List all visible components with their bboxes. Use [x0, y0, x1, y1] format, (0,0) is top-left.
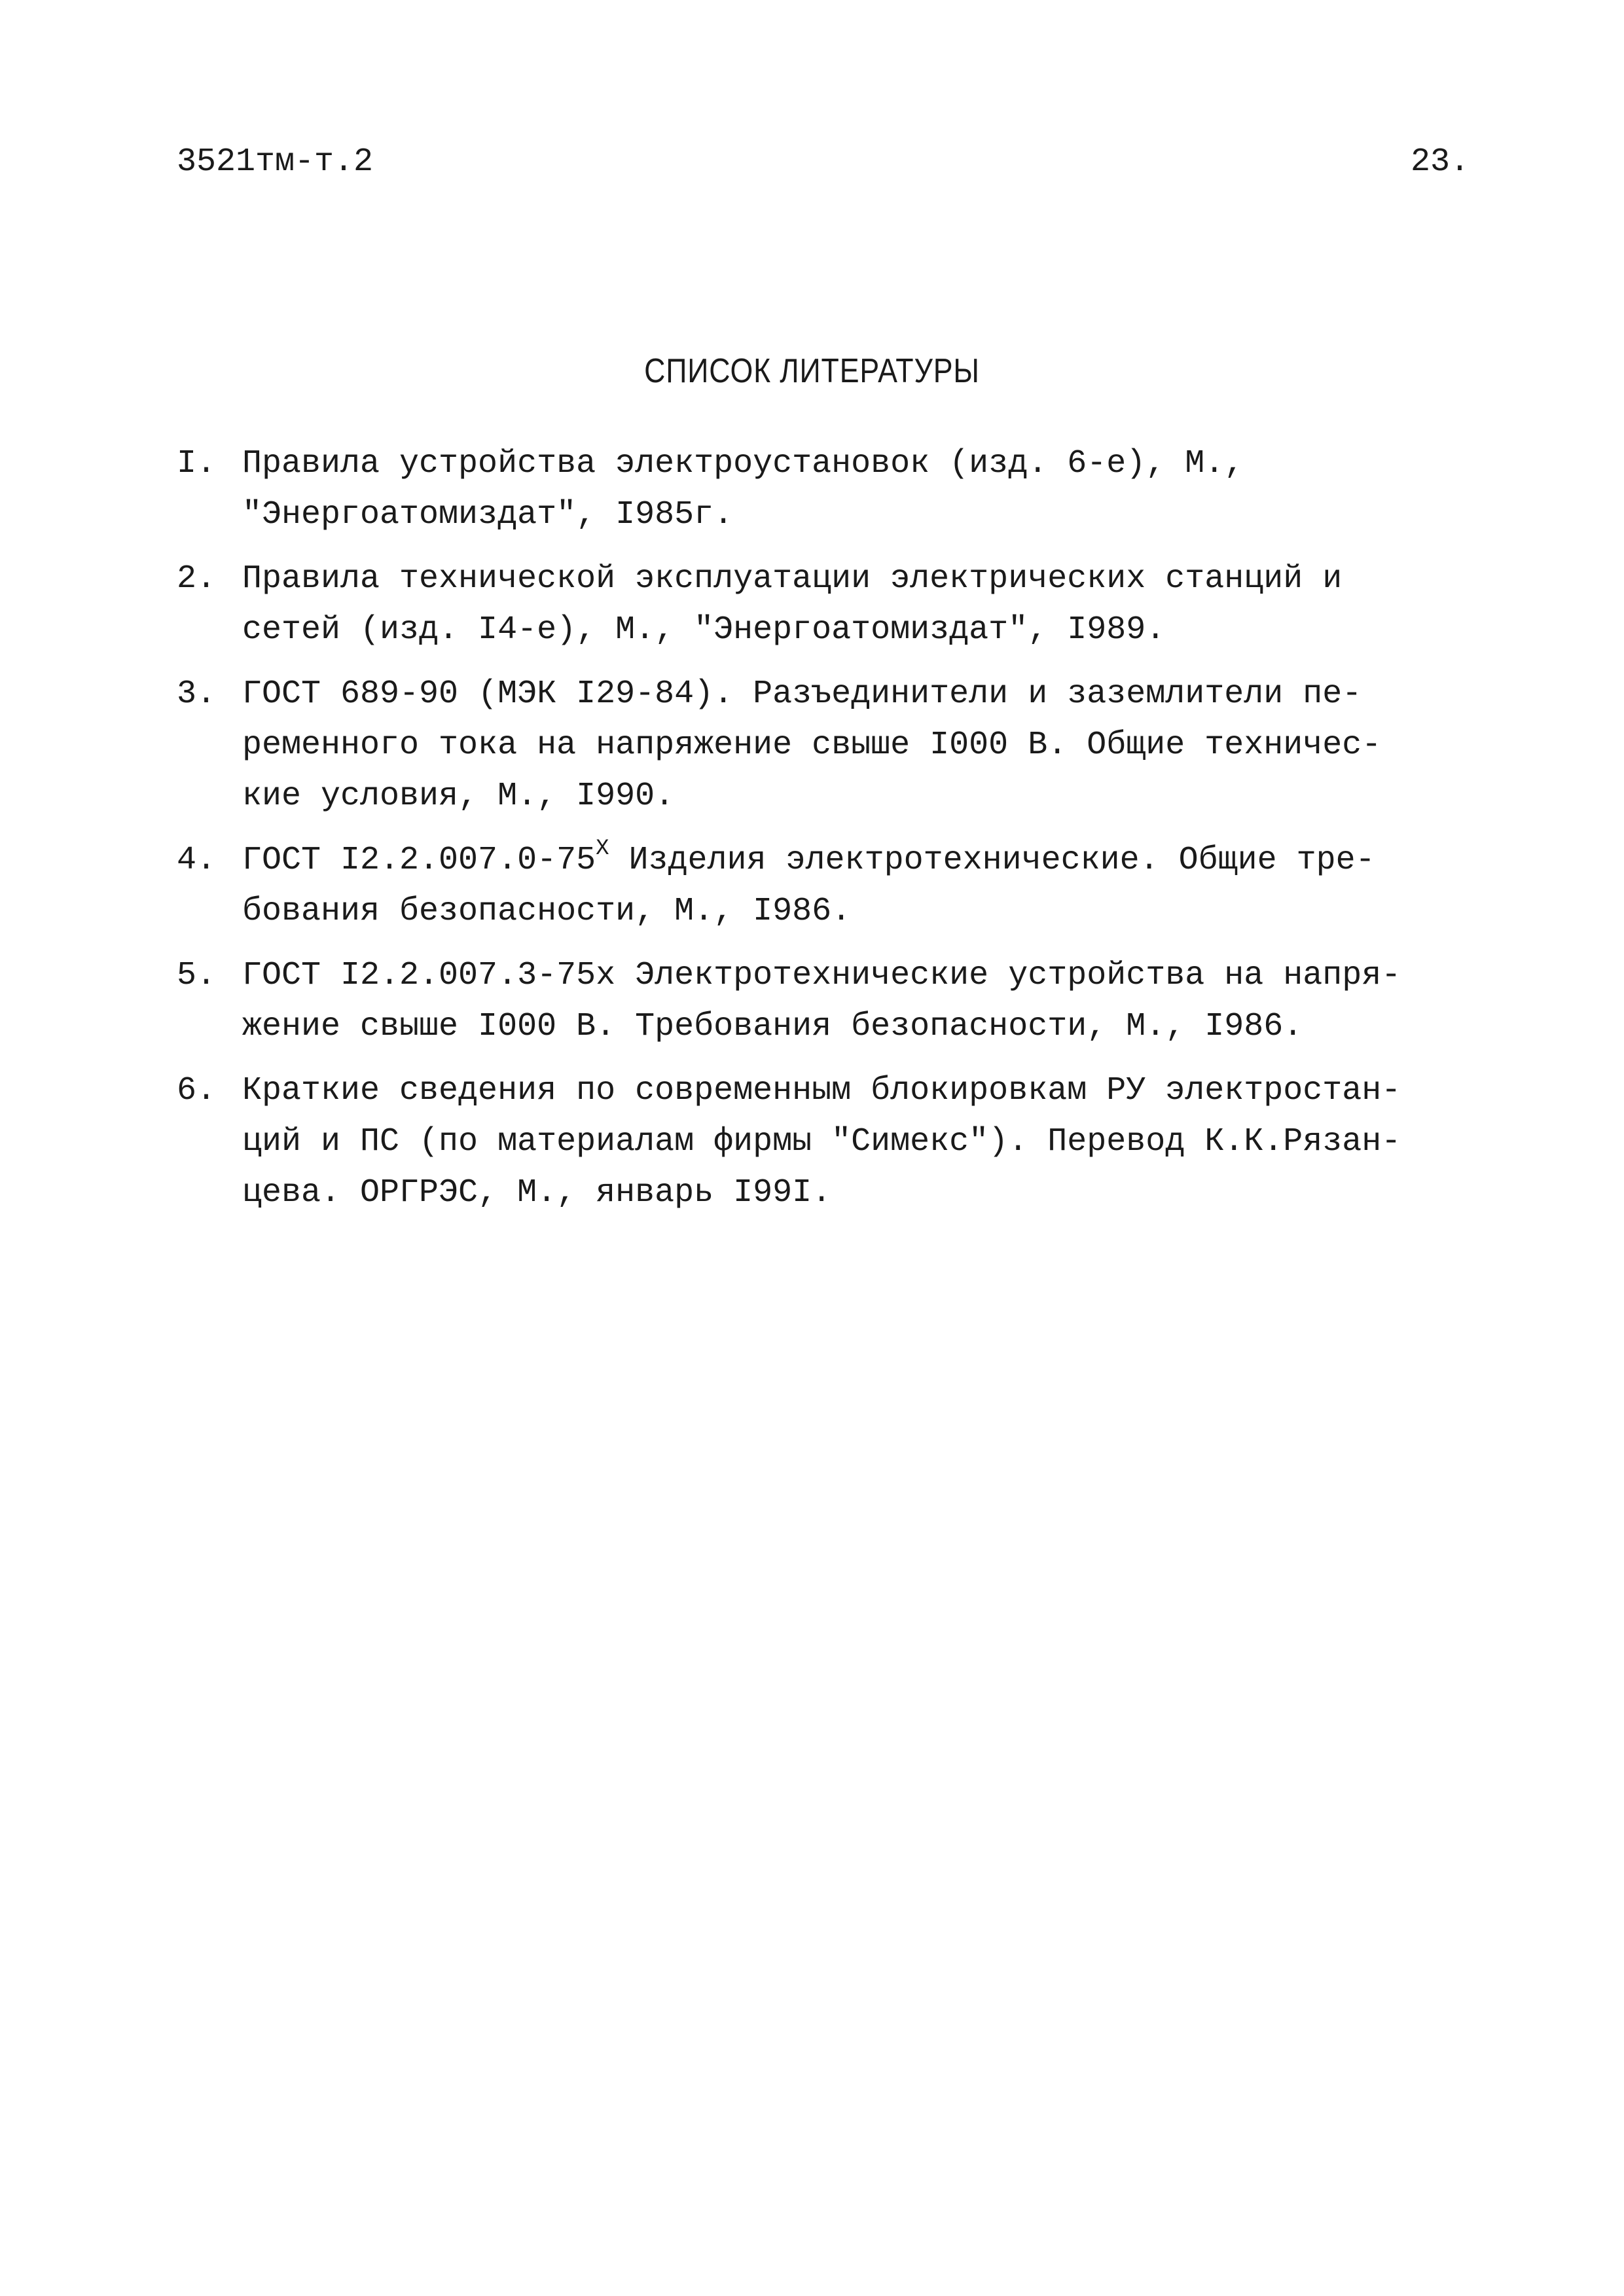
reference-text-line: ременного тока на напряжение свыше I000 В. Общие техничес-	[242, 726, 1382, 764]
reference-text-line: Правила устройства электроустановок (изд. 6-е), М.,	[242, 445, 1244, 482]
reference-number: 3.	[177, 675, 217, 713]
reference-list	[177, 439, 1492, 1232]
reference-number: 4.	[177, 842, 217, 879]
reference-text-line: ций и ПС (по материалам фирмы "Симекс"). Перевод К.К.Рязан-	[242, 1123, 1401, 1160]
reference-number: I.	[177, 445, 217, 482]
reference-text-line: цева. ОРГРЭС, М., январь I99I.	[242, 1174, 832, 1211]
reference-text-line: бования безопасности, М., I986.	[242, 893, 852, 930]
reference-text-line: Краткие сведения по современным блокировкам РУ электростан-	[242, 1072, 1401, 1109]
reference-item-5	[177, 950, 1492, 1052]
superscript-mark: Х	[596, 836, 609, 862]
reference-text-line: ГОСТ 689-90 (МЭК I29-84). Разъединители и заземлители пе-	[242, 675, 1362, 713]
reference-text-line: сетей (изд. I4-е), М., "Энергоатомиздат", I989.	[242, 611, 1166, 649]
reference-item-1	[177, 439, 1492, 541]
reference-item-4	[177, 835, 1492, 937]
reference-number: 2.	[177, 560, 217, 598]
reference-text-part: Изделия электротехнические. Общие тре-	[609, 842, 1375, 879]
document-code: 3521тм-т.2	[177, 143, 374, 181]
reference-number: 5.	[177, 957, 217, 994]
page-title: СПИСОК ЛИТЕРАТУРЫ	[644, 352, 980, 390]
reference-text-line	[242, 835, 1492, 886]
reference-text-line: жение свыше I000 В. Требования безопасности, М., I986.	[242, 1008, 1303, 1045]
reference-item-6	[177, 1066, 1492, 1219]
reference-text-line: Правила технической эксплуатации электрических станций и	[242, 560, 1343, 598]
reference-item-3	[177, 669, 1492, 822]
reference-text-line: "Энергоатомиздат", I985г.	[242, 496, 734, 533]
reference-text-part: ГОСТ I2.2.007.0-75	[242, 842, 596, 879]
reference-number: 6.	[177, 1072, 217, 1109]
page-number: 23.	[1410, 143, 1470, 181]
reference-item-2	[177, 554, 1492, 656]
reference-text-line: кие условия, М., I990.	[242, 778, 675, 815]
reference-text-line: ГОСТ I2.2.007.3-75х Электротехнические устройства на напря-	[242, 957, 1401, 994]
